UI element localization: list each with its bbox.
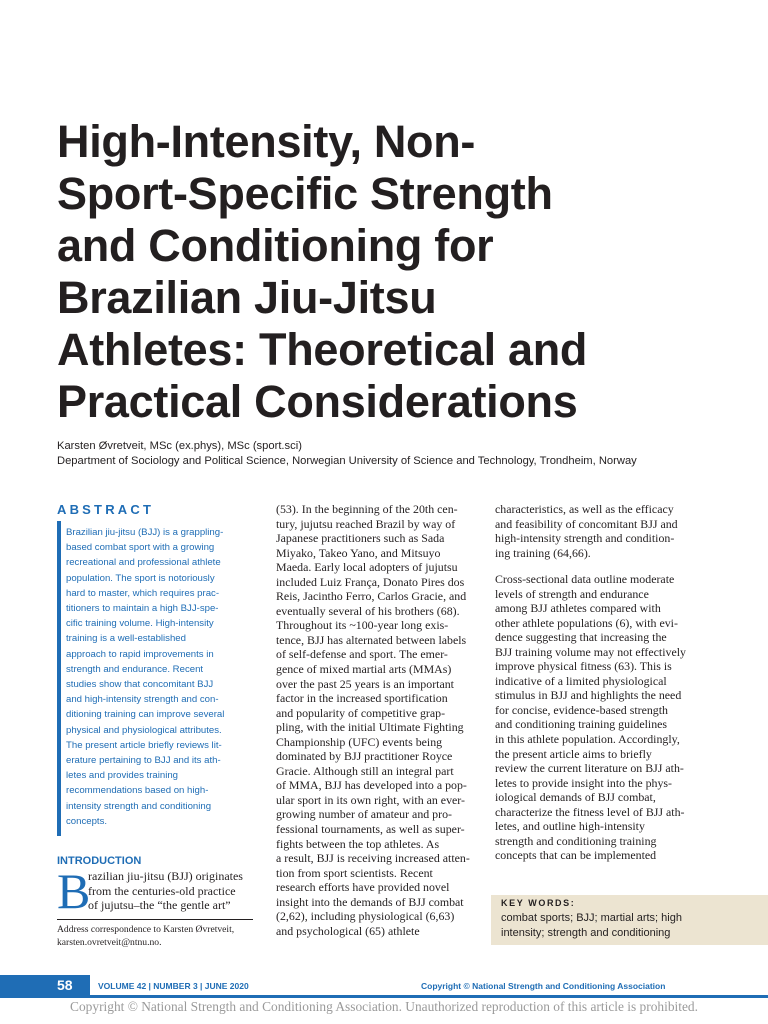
abstract-line: recommendations based on high-	[66, 785, 209, 797]
abstract-line: recreational and professional athlete	[66, 557, 221, 569]
title-line: Sport-Specific Strength	[57, 168, 553, 219]
correspondence-note	[57, 923, 234, 949]
keywords-heading: KEY WORDS:	[501, 898, 576, 908]
body-line: and popularity of competitive grap-	[276, 705, 446, 720]
abstract-heading: ABSTRACT	[57, 502, 155, 517]
abstract-text	[66, 525, 258, 829]
abstract-line: Brazilian jiu-jitsu (BJJ) is a grappling-	[66, 527, 224, 538]
body-line: included Luiz França, Donato Pires dos	[276, 574, 465, 589]
body-column-3-top	[495, 502, 691, 560]
body-line: letes, and outline high-intensity	[495, 819, 645, 834]
abstract-line: concepts.	[66, 815, 108, 827]
body-column-2	[276, 502, 472, 938]
body-line: other athlete populations (6), with evi-	[495, 615, 678, 630]
abstract-line: hard to master, which requires prac-	[66, 587, 220, 599]
title-line: Practical Considerations	[57, 376, 578, 427]
body-line: ing training (64,66).	[495, 545, 591, 560]
body-line: stimulus in BJJ and highlights the need	[495, 688, 682, 703]
abstract-line: population. The sport is notoriously	[66, 572, 215, 584]
body-line: eventually several of his brothers (68).	[276, 603, 460, 618]
drop-cap: B	[57, 863, 91, 919]
body-line: pling, with the initial Ultimate Fighting	[276, 720, 464, 735]
keywords-line: combat sports; BJJ; martial arts; high	[501, 912, 682, 924]
correspondence-divider	[57, 919, 253, 920]
body-line: fights between the top athletes. As	[276, 836, 440, 851]
abstract-line: titioners to maintain a high BJJ-spe-	[66, 603, 219, 615]
abstract-accent-bar	[57, 521, 61, 836]
abstract-line: studies show that concomitant BJJ	[66, 679, 214, 691]
body-line: characterize the fitness level of BJJ ath-	[495, 804, 685, 819]
footer-copyright: Copyright © National Strength and Conditioning Association	[421, 981, 666, 991]
title-line: High-Intensity, Non-	[57, 116, 476, 167]
title-line: Brazilian Jiu-Jitsu	[57, 272, 437, 323]
affiliation-line: Department of Sociology and Political Science, Norwegian University of Science and Technology, Trondheim, Norway	[57, 455, 637, 467]
body-line: over the past 25 years is an important	[276, 676, 454, 691]
body-line: the present article aims to briefly	[495, 746, 652, 761]
body-line: and conditioning training guidelines	[495, 717, 668, 732]
volume-info: VOLUME 42 | NUMBER 3 | JUNE 2020	[98, 981, 249, 991]
body-line: ular sport in its own right, with an ever-	[276, 792, 465, 807]
body-line: of MMA, BJJ has developed into a pop-	[276, 778, 467, 793]
body-line: gence of mixed martial arts (MMAs)	[276, 662, 452, 677]
introduction-text	[88, 869, 243, 913]
body-line: improve physical fitness (63). This is	[495, 659, 672, 674]
body-line: Championship (UFC) events being	[276, 734, 443, 749]
body-line: (53). In the beginning of the 20th cen-	[276, 502, 458, 516]
body-line: Maeda. Early local adopters of jujutsu	[276, 560, 458, 575]
body-line: Japanese practitioners such as Sada	[276, 531, 445, 546]
correspondence-email[interactable]: karsten.ovretveit@ntnu.no.	[57, 937, 162, 948]
body-line: tence, BJJ has alternated between labels	[276, 632, 467, 647]
body-line: indicative of a limited physiological	[495, 673, 667, 688]
abstract-line: intensity strength and conditioning	[66, 800, 212, 812]
abstract-line: strength and endurance. Recent	[66, 663, 204, 675]
body-line: tury, jujutsu reached Brazil by way of	[276, 516, 456, 531]
body-line: and feasibility of concomitant BJJ and	[495, 516, 678, 531]
body-line: Gracie. Although still an integral part	[276, 763, 454, 778]
keywords-line: intensity; strength and conditioning	[501, 927, 671, 939]
body-line: dominated by BJJ practitioner Royce	[276, 749, 453, 764]
body-line: strength and conditioning training	[495, 833, 657, 848]
body-line: (2,62), including physiological (6,63)	[276, 909, 455, 924]
body-line: Cross-sectional data outline moderate	[495, 572, 675, 586]
body-line: growing number of amateur and pro-	[276, 807, 452, 822]
body-line: levels of strength and endurance	[495, 586, 649, 601]
abstract-line: training is a well-established	[66, 633, 186, 645]
body-line: characteristics, as well as the efficacy	[495, 502, 674, 516]
body-line: BJJ training volume may not effectively	[495, 644, 686, 659]
body-line: research efforts have provided novel	[276, 880, 450, 895]
abstract-line: physical and physiological attributes.	[66, 724, 222, 736]
introduction-line: razilian jiu-jitsu (BJJ) originates	[88, 869, 243, 883]
abstract-line: The present article briefly reviews lit-	[66, 739, 222, 751]
title-line: Athletes: Theoretical and	[57, 324, 588, 375]
body-line: review the current literature on BJJ ath-	[495, 761, 684, 776]
body-line: and psychological (65) athlete	[276, 923, 420, 938]
introduction-heading: INTRODUCTION	[57, 855, 142, 867]
abstract-line: based combat sport with a growing	[66, 542, 215, 554]
body-line: Reis, Jacintho Ferro, Carlos Gracie, and	[276, 589, 467, 604]
body-line: factor in the increased sportification	[276, 691, 448, 706]
footer-rule	[0, 995, 768, 998]
body-line: among BJJ athletes compared with	[495, 601, 661, 616]
body-line: in this athlete population. Accordingly,	[495, 732, 680, 747]
body-line: high-intensity strength and condition-	[495, 531, 675, 546]
abstract-line: cific training volume. High-intensity	[66, 618, 214, 630]
body-line: iological demands of BJJ combat,	[495, 790, 656, 805]
body-column-3	[495, 572, 691, 863]
page-number-badge	[0, 975, 90, 997]
body-line: a result, BJJ is receiving increased atten-	[276, 851, 470, 866]
author-line: Karsten Øvretveit, MSc (ex.phys), MSc (sport.sci)	[57, 440, 302, 452]
title-line: and Conditioning for	[57, 220, 494, 271]
body-line: dence suggesting that increasing the	[495, 630, 667, 645]
introduction-line: of jujutsu–the “the gentle art”	[88, 898, 231, 912]
abstract-line: approach to rapid improvements in	[66, 648, 214, 660]
body-line: Throughout its ~100-year long exis-	[276, 618, 449, 633]
introduction-line: from the centuries-old practice	[88, 883, 236, 898]
correspondence-line: Address correspondence to Karsten Øvretveit,	[57, 924, 235, 935]
abstract-line: letes and provides training	[66, 770, 178, 782]
abstract-line: erature pertaining to BJJ and its ath-	[66, 755, 221, 767]
body-line: of self-defense and sport. The emer-	[276, 647, 448, 662]
body-line: insight into the demands of BJJ combat	[276, 894, 464, 909]
abstract-line: ditioning training can improve several	[66, 709, 225, 721]
article-title	[57, 116, 737, 428]
body-line: Miyako, Takeo Yano, and Mitsuyo	[276, 545, 441, 560]
abstract-line: and high-intensity strength and con-	[66, 694, 219, 706]
body-line: fessional tournaments, as well as super-	[276, 822, 465, 837]
page-number: 58	[57, 977, 73, 993]
copyright-watermark: Copyright © National Strength and Conditioning Association. Unauthorized reproduction of this article is prohibited.	[70, 999, 698, 1014]
body-line: for concise, evidence-based strength	[495, 702, 669, 717]
body-line: tion from sport scientists. Recent	[276, 865, 433, 880]
keywords-text	[501, 911, 682, 941]
body-line: concepts that can be implemented	[495, 848, 657, 863]
body-line: letes to provide insight into the phys-	[495, 775, 673, 790]
